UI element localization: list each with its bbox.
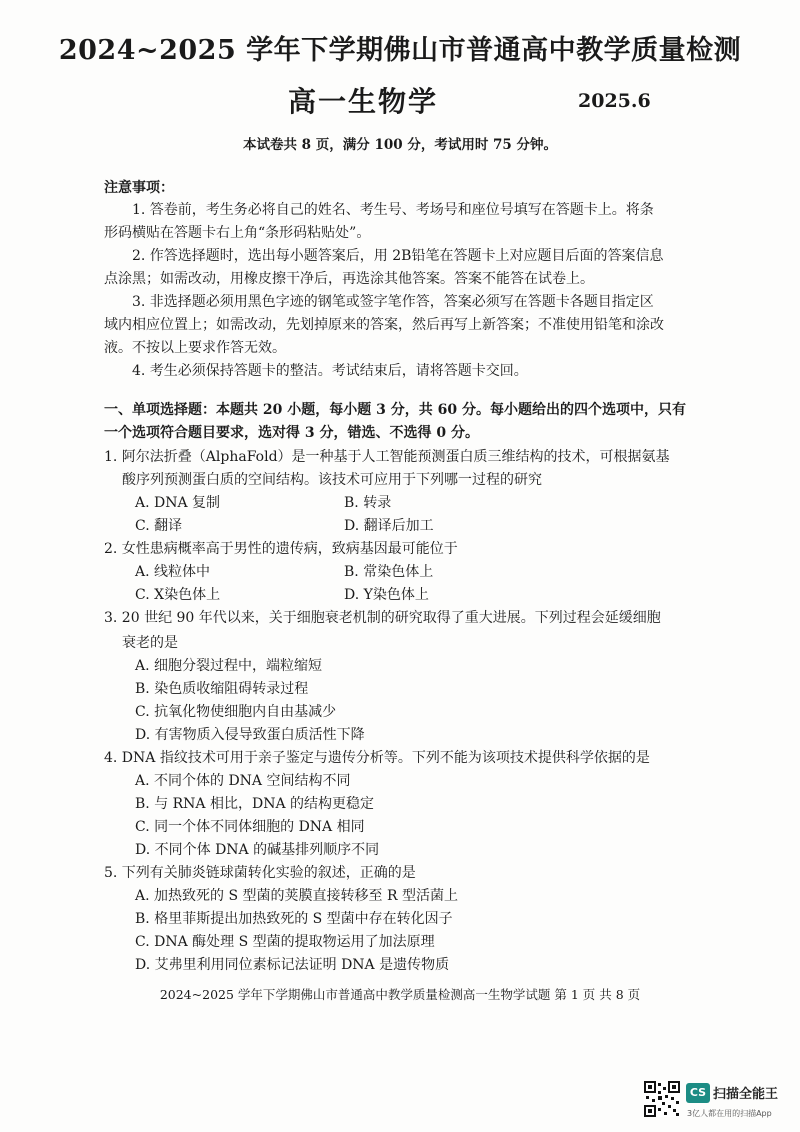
q1-option-d: D. 翻译后加工	[344, 518, 434, 534]
q3-stem-line-2: 衰老的是	[122, 635, 178, 651]
q5-option-d: D. 艾弗里利用同位素标记法证明 DNA 是遗传物质	[135, 957, 450, 973]
q5-option-b: B. 格里菲斯提出加热致死的 S 型菌中存在转化因子	[135, 911, 453, 927]
q4-option-d: D. 不同个体 DNA 的碱基排列顺序不同	[135, 842, 380, 858]
notice-item-1-line-1: 1. 答卷前，考生务必将自己的姓名、考生号、考场号和座位号填写在答题卡上。将条	[132, 202, 654, 218]
notice-item-2-line-1: 2. 作答选择题时，选出每小题答案后，用 2B铅笔在答题卡上对应题目后面的答案信息	[132, 248, 664, 264]
notice-item-3-line-3: 液。不按以上要求作答无效。	[104, 340, 286, 356]
notice-item-3-line-2: 域内相应位置上；如需改动，先划掉原来的答案，然后再写上新答案；不准使用铅笔和涂改	[104, 317, 664, 333]
q2-stem-line-1: 2. 女性患病概率高于男性的遗传病，致病基因最可能位于	[104, 541, 458, 557]
q2-option-c: C. X染色体上	[135, 587, 221, 603]
exam-info: 本试卷共 8 页，满分 100 分，考试用时 75 分钟。	[242, 137, 558, 153]
scanner-logo-icon: CS	[686, 1083, 710, 1103]
q3-option-c: C. 抗氧化物使细胞内自由基减少	[135, 704, 337, 720]
q3-stem-line-1: 3. 20 世纪 90 年代以来，关于细胞衰老机制的研究取得了重大进展。下列过程会延缓细胞	[104, 610, 661, 626]
page-footer: 2024~2025 学年下学期佛山市普通高中教学质量检测高一生物学试题 第 1 页 共 8 页	[159, 987, 641, 1002]
notice-heading: 注意事项：	[104, 180, 174, 196]
q1-option-c: C. 翻译	[135, 518, 183, 534]
q4-option-b: B. 与 RNA 相比，DNA 的结构更稳定	[135, 796, 375, 812]
notice-item-1-line-2: 形码横贴在答题卡右上角“条形码粘贴处”。	[104, 225, 371, 241]
exam-title: 2024~2025 学年下学期佛山市普通高中教学质量检测	[58, 35, 742, 66]
q1-stem-line-1: 1. 阿尔法折叠（AlphaFold）是一种基于人工智能预测蛋白质三维结构的技术，可根据氨基	[104, 449, 670, 465]
section-heading-line-1: 一、单项选择题：本题共 20 小题，每小题 3 分，共 60 分。每小题给出的四个选项中，只有	[104, 402, 686, 418]
q3-option-b: B. 染色质收缩阻碍转录过程	[135, 681, 309, 697]
section-heading-line-2: 一个选项符合题目要求，选对得 3 分，错选、不选得 0 分。	[104, 425, 479, 441]
q1-option-b: B. 转录	[344, 495, 392, 511]
notice-item-2-line-2: 点涂黑；如需改动，用橡皮擦干净后，再选涂其他答案。答案不能答在试卷上。	[104, 271, 594, 287]
q1-option-a: A. DNA 复制	[135, 495, 221, 511]
exam-date: 2025.6	[578, 90, 651, 112]
q5-option-c: C. DNA 酶处理 S 型菌的提取物运用了加法原理	[135, 934, 435, 950]
notice-item-4-line-1: 4. 考生必须保持答题卡的整洁。考试结束后，请将答题卡交回。	[132, 363, 528, 379]
q3-option-a: A. 细胞分裂过程中，端粒缩短	[135, 658, 323, 674]
qr-code-icon	[644, 1081, 680, 1117]
q4-stem-line-1: 4. DNA 指纹技术可用于亲子鉴定与遗传分析等。下列不能为该项技术提供科学依据的是	[104, 750, 650, 766]
subject-title: 高一生物学	[288, 85, 439, 118]
scanner-app-name: 扫描全能王	[713, 1087, 779, 1102]
scanner-tagline: 3亿人都在用的扫描App	[687, 1109, 772, 1118]
q1-stem-line-2: 酸序列预测蛋白质的空间结构。该技术可应用于下列哪一过程的研究	[122, 472, 542, 488]
q4-option-a: A. 不同个体的 DNA 空间结构不同	[135, 773, 351, 789]
q5-option-a: A. 加热致死的 S 型菌的荚膜直接转移至 R 型活菌上	[135, 888, 458, 904]
q2-option-b: B. 常染色体上	[344, 564, 434, 580]
q4-option-c: C. 同一个体不同体细胞的 DNA 相同	[135, 819, 365, 835]
q2-option-a: A. 线粒体中	[135, 564, 211, 580]
q2-option-d: D. Y染色体上	[344, 587, 429, 603]
notice-item-3-line-1: 3. 非选择题必须用黑色字迹的钢笔或签字笔作答，答案必须写在答题卡各题目指定区	[132, 294, 654, 310]
q3-option-d: D. 有害物质入侵导致蛋白质活性下降	[135, 727, 365, 743]
q5-stem-line-1: 5. 下列有关肺炎链球菌转化实验的叙述，正确的是	[104, 865, 416, 881]
